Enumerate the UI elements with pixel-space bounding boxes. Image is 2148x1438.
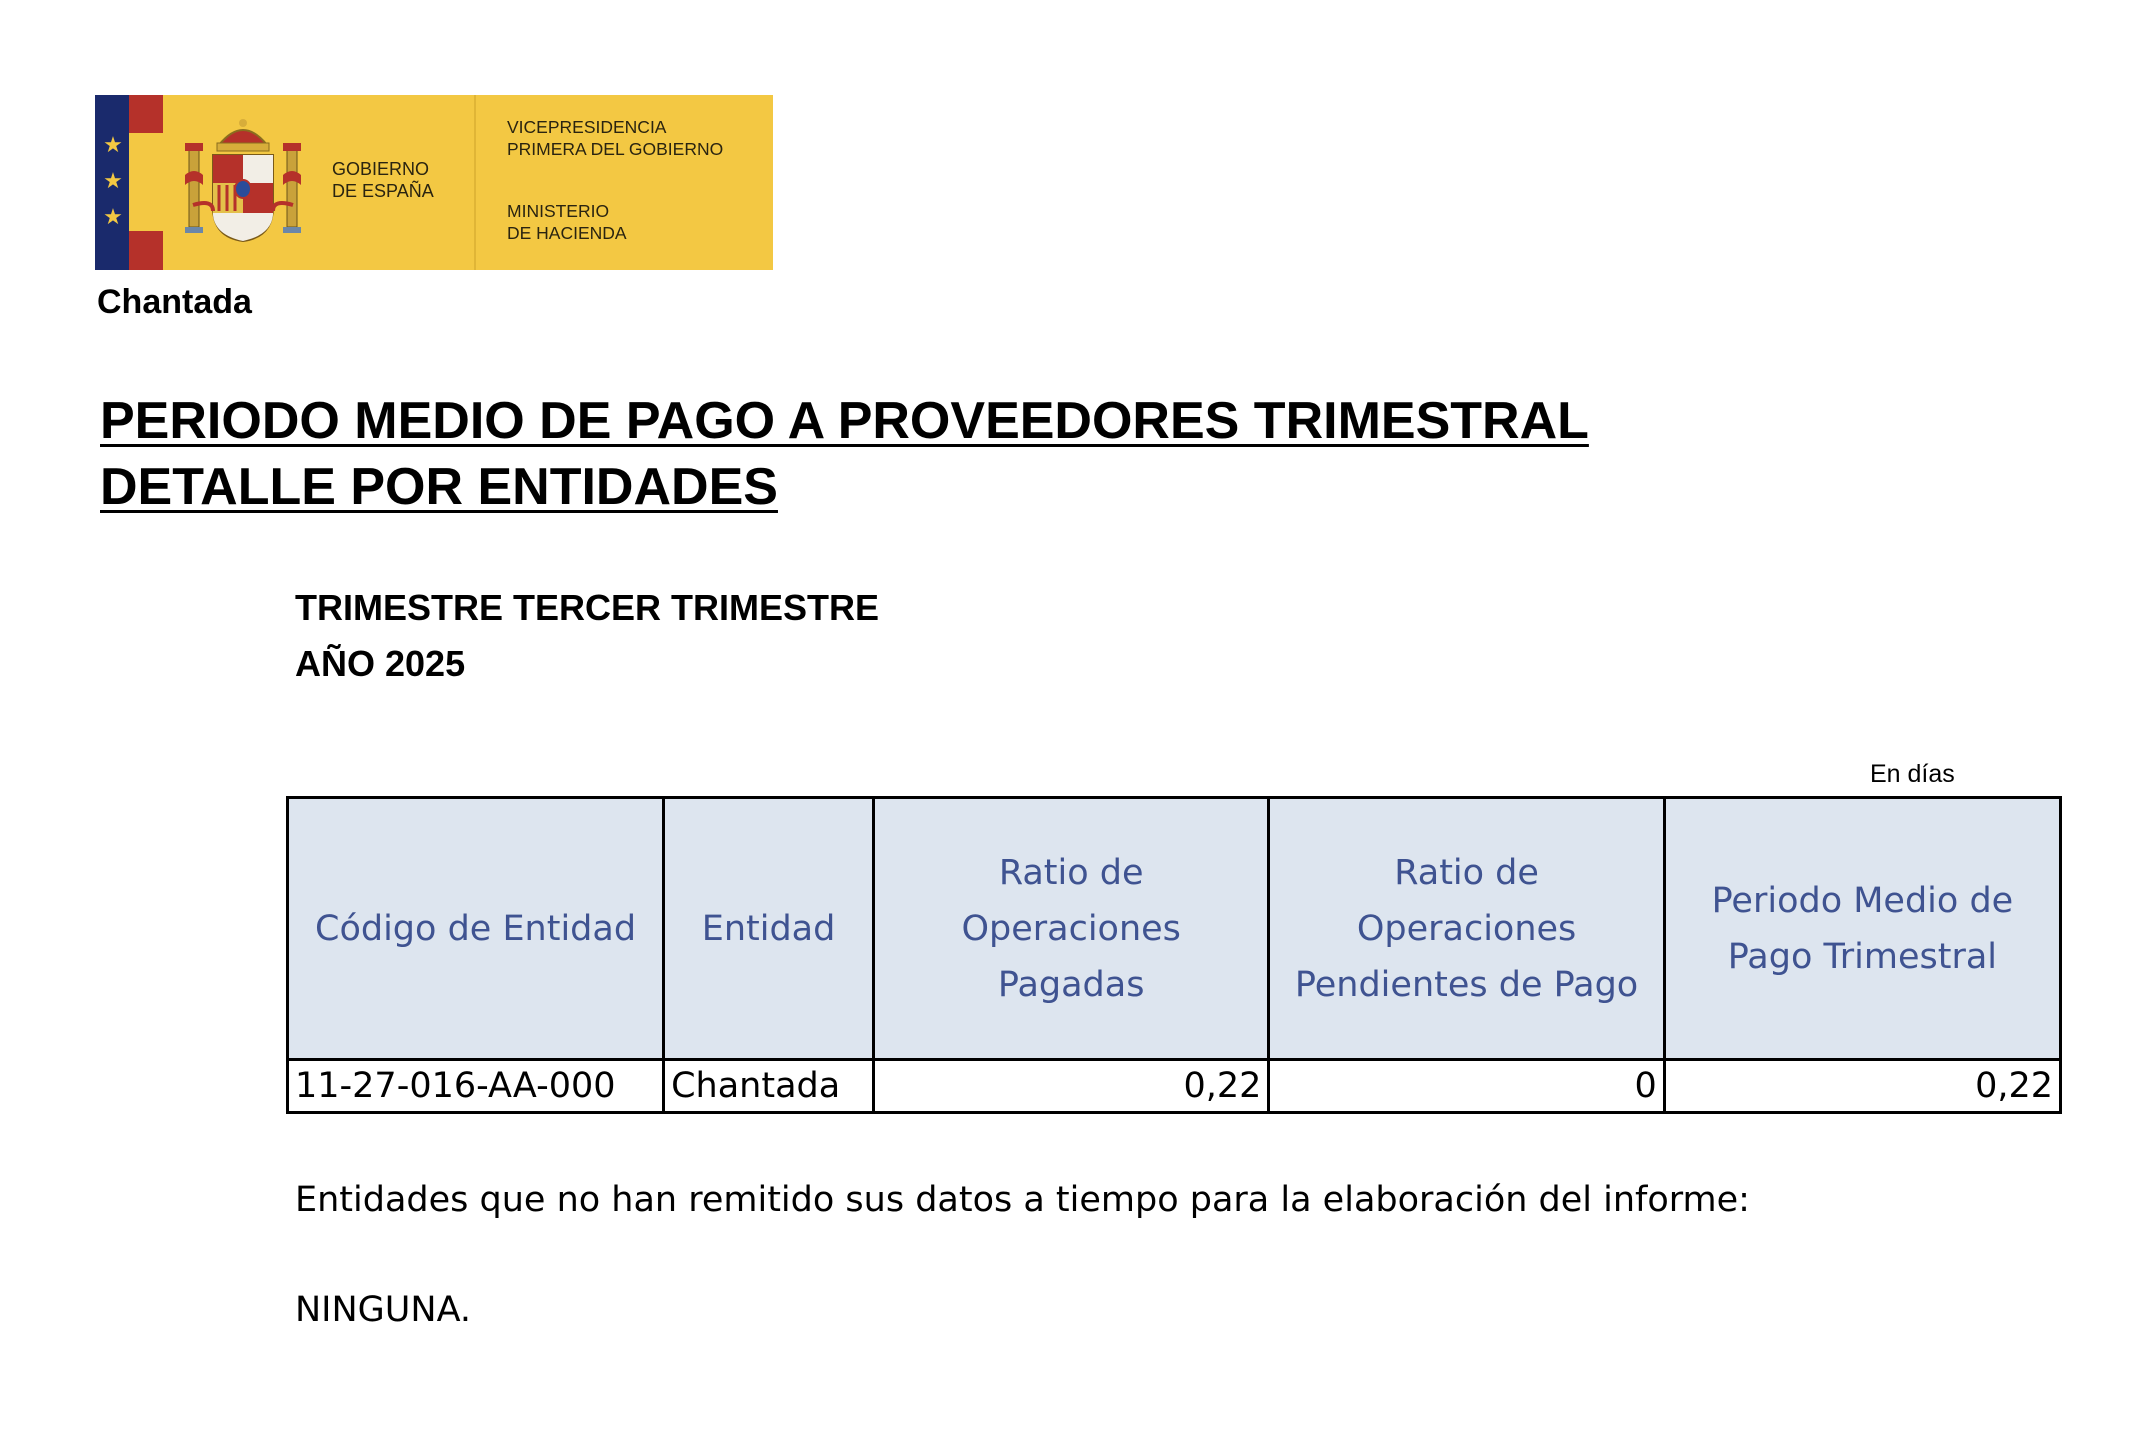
header-ratio-pendientes: Ratio de Operaciones Pendientes de Pago <box>1269 798 1664 1060</box>
cell-ratio-pendientes: 0 <box>1269 1060 1664 1113</box>
star-icon: ★ <box>103 205 123 230</box>
cell-entidad: Chantada <box>664 1060 874 1113</box>
year-label: AÑO 2025 <box>295 643 466 684</box>
cell-ratio-pagadas: 0,22 <box>873 1060 1268 1113</box>
report-title-line-2: DETALLE POR ENTIDADES <box>100 458 778 516</box>
missing-entities-note: Entidades que no han remitido sus datos a tiempo para la elaboración del informe: <box>295 1180 1750 1220</box>
pmp-table <box>286 796 2062 1114</box>
quarter-label: TRIMESTRE TERCER TRIMESTRE <box>295 587 880 628</box>
gobierno-de-espana-label: GOBIERNO DE ESPAÑA <box>332 159 434 201</box>
ministerio-label: MINISTERIO DE HACIENDA <box>507 201 627 243</box>
entity-name: Chantada <box>97 283 252 321</box>
star-icon: ★ <box>103 169 123 194</box>
report-title-line-1: PERIODO MEDIO DE PAGO A PROVEEDORES TRIMESTRAL <box>100 392 1589 450</box>
gobierno-logo-banner <box>95 95 773 270</box>
header-pmp-trimestral: Periodo Medio de Pago Trimestral <box>1664 798 2060 1060</box>
report-title <box>100 388 1589 520</box>
header-codigo-entidad: Código de Entidad <box>288 798 664 1060</box>
banner-divider <box>474 95 476 270</box>
units-label: En días <box>1870 760 1955 788</box>
star-icon: ★ <box>103 133 123 158</box>
cell-pmp-trimestral: 0,22 <box>1664 1060 2060 1113</box>
missing-entities-value: NINGUNA. <box>295 1290 472 1330</box>
table-row <box>288 1060 2061 1113</box>
flag-yellow-band <box>129 133 163 231</box>
table-header-row <box>288 798 2061 1060</box>
cell-codigo-entidad: 11-27-016-AA-000 <box>288 1060 664 1113</box>
period-block <box>295 580 879 692</box>
vicepresidencia-label: VICEPRESIDENCIA PRIMERA DEL GOBIERNO <box>507 117 724 159</box>
coat-of-arms-icon <box>183 115 303 250</box>
header-ratio-pagadas: Ratio de Operaciones Pagadas <box>873 798 1268 1060</box>
header-entidad: Entidad <box>664 798 874 1060</box>
